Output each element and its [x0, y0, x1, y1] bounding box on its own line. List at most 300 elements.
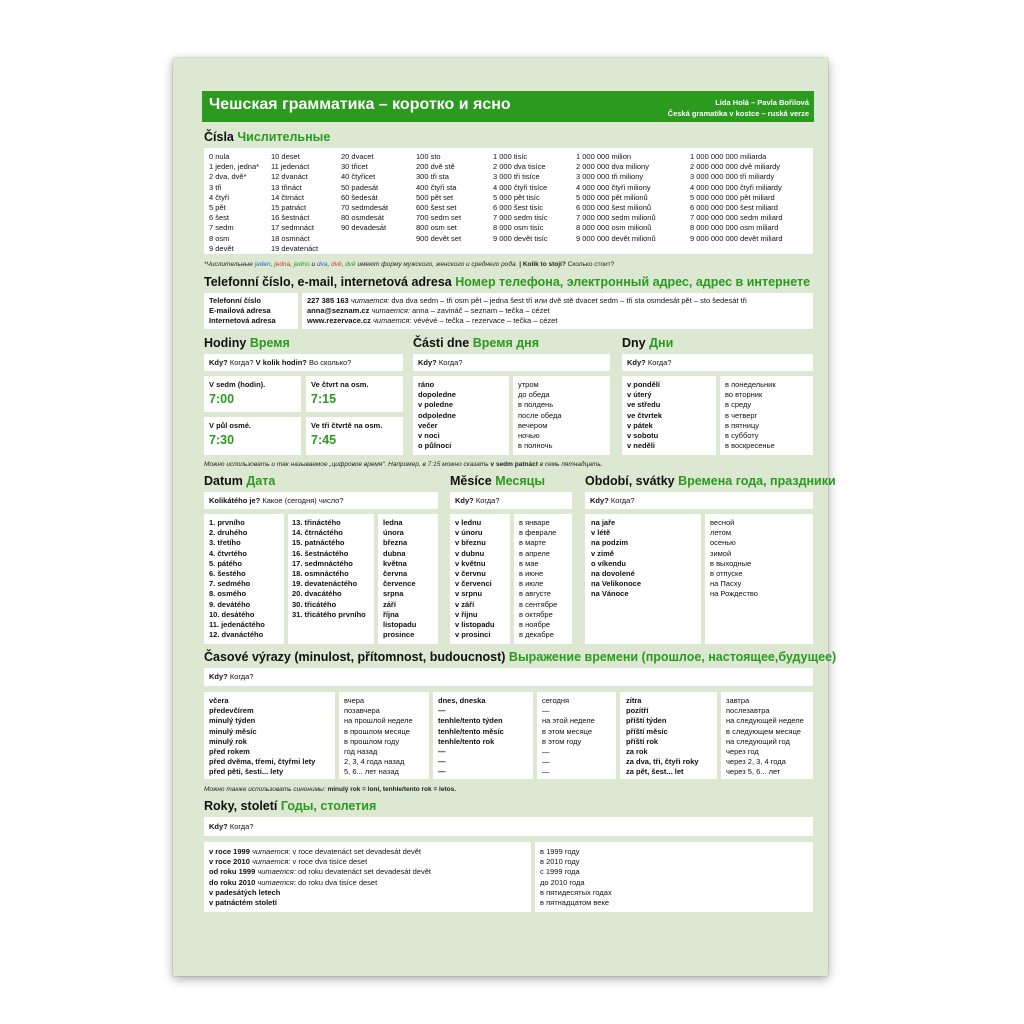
- note-word: dva: [316, 261, 328, 268]
- list-item: ve středu: [627, 400, 661, 410]
- list-item: до обеда: [518, 390, 550, 400]
- months-heading: [450, 474, 545, 488]
- list-item: в прошлом месяце: [344, 726, 410, 736]
- years-ru: [540, 847, 612, 908]
- months-ru: [519, 518, 557, 640]
- list-item: —: [438, 767, 446, 777]
- list-item: 3 000 000 tři miliony: [576, 172, 644, 182]
- list-item: сегодня: [542, 696, 570, 705]
- years-title-ru: Годы, столетия: [280, 799, 377, 813]
- list-item: в сентябре: [519, 599, 558, 609]
- list-item: března: [383, 538, 408, 548]
- list-item: v létě: [591, 528, 611, 538]
- list-item: в ноябре: [519, 620, 551, 630]
- past-ru: [344, 696, 413, 778]
- list-item: завтра: [726, 696, 750, 705]
- note-example: minulý rok = loni, tenhle/tento rok = letos.: [327, 786, 457, 793]
- numbers-col: [576, 152, 656, 244]
- numbers-col: [493, 152, 548, 244]
- list-item: 900 devět set: [416, 233, 462, 243]
- list-item: 1 000 000 milion: [576, 152, 632, 161]
- list-item: odpoledne: [418, 410, 456, 420]
- years-question: [204, 817, 813, 836]
- list-item: 7 000 sedm tisíc: [493, 213, 548, 223]
- numbers-heading: [204, 130, 330, 144]
- dates-col1-box: [204, 514, 284, 644]
- q-ru: Когда?: [647, 358, 672, 367]
- note-text: и: [311, 261, 316, 268]
- list-item: 800 osm set: [416, 223, 457, 233]
- list-item: o půlnoci: [418, 441, 452, 451]
- list-item: 8. osmého: [209, 589, 247, 599]
- days-heading: [622, 336, 673, 350]
- list-item: příští měsíc: [626, 726, 668, 736]
- note-text: в семь пятнадцать.: [539, 461, 603, 468]
- list-item: příští rok: [626, 736, 659, 746]
- list-item: ráno: [418, 380, 435, 389]
- list-item: через 5, 6... лет: [726, 767, 781, 777]
- question-text: [590, 496, 635, 505]
- list-item: 600 šest set: [416, 203, 457, 213]
- list-item: 5, 6... лет назад: [344, 767, 399, 777]
- list-item: в полночь: [518, 441, 553, 451]
- dates-question: [204, 492, 438, 509]
- list-item: утром: [518, 380, 539, 389]
- list-item: —: [542, 706, 550, 716]
- authors-block: [668, 97, 809, 119]
- list-item: v pátek: [627, 420, 653, 430]
- months-cz-box: [450, 514, 510, 644]
- list-item: 0 nula: [209, 152, 230, 161]
- list-item: 3 000 tři tisíce: [493, 172, 540, 182]
- row-value: 227 385 163: [307, 296, 349, 305]
- authors: Lída Holá – Pavla Bořilová: [715, 98, 809, 107]
- list-item: Internetová adresa: [209, 316, 276, 326]
- row-text: v roce devatenáct set devadesát devět: [292, 847, 421, 856]
- seasons-cz: [591, 518, 641, 600]
- list-item: в четверг: [725, 410, 758, 420]
- months-title-ru: Месяцы: [495, 474, 545, 488]
- dates-title-ru: Дата: [246, 474, 276, 488]
- days-cz-box: [622, 376, 716, 455]
- list-item: v říjnu: [455, 609, 478, 619]
- list-item: 13. třináctého: [292, 518, 341, 527]
- q-ru: Когда?: [229, 822, 254, 831]
- list-item: 60 šedesát: [341, 192, 378, 202]
- list-item: dubna: [383, 548, 406, 558]
- days-title-cz: Dny: [622, 336, 646, 350]
- q-cz: Kdy?: [209, 672, 228, 681]
- future-cz-box: [620, 692, 717, 779]
- dayparts-cz: [418, 380, 456, 451]
- note-text: *Числительные: [204, 261, 253, 268]
- list-item: 31. třicátého prvního: [292, 609, 366, 619]
- list-item: 14 čtrnáct: [271, 192, 304, 202]
- note-text: имеют форму мужского, женского и среднего рода.: [357, 261, 518, 268]
- row-text: od roku devatenáct set devadesát devět: [297, 867, 431, 877]
- q-cz: Kdy?: [209, 822, 228, 831]
- list-item: 4 čtyři: [209, 192, 230, 202]
- time-cell: [204, 376, 301, 412]
- page-title: Чешская грамматика – коротко и ясно: [209, 96, 511, 113]
- list-item: 8 osm: [209, 233, 230, 243]
- list-item: —: [438, 706, 446, 716]
- list-item: 2. druhého: [209, 528, 248, 538]
- list-item: 6 000 000 000 šest miliard: [690, 203, 778, 213]
- list-item: v zimě: [591, 548, 614, 558]
- list-item: 7. sedmého: [209, 579, 251, 589]
- years-rows: [209, 847, 431, 908]
- list-item: вчера: [344, 696, 365, 705]
- list-item: 40 čtyřicet: [341, 172, 376, 182]
- list-item: на Пасху: [710, 579, 742, 589]
- present-cz: [438, 696, 504, 778]
- numbers-col: [341, 152, 388, 234]
- year-phrase: do roku 2010: [209, 877, 256, 887]
- list-item: 1 000 000 000 miliarda: [690, 152, 767, 161]
- timeexpr-heading: [204, 650, 836, 664]
- time-cell: [306, 417, 403, 455]
- numbers-col: [209, 152, 259, 254]
- list-item: 1 jeden, jedna*: [209, 162, 260, 172]
- hours-note: [204, 461, 603, 468]
- list-item: února: [383, 528, 404, 538]
- time-value: 7:00: [209, 392, 235, 406]
- list-item: na podzim: [591, 538, 629, 548]
- list-item: minulý rok: [209, 736, 247, 746]
- days-question: [622, 354, 813, 371]
- past-cz: [209, 696, 315, 778]
- dates-heading: [204, 474, 275, 488]
- list-item: —: [438, 757, 446, 767]
- grammar-sheet: [173, 58, 837, 976]
- q-ru: Когда?: [229, 358, 254, 367]
- list-item: 4 000 000 000 čtyři miliardy: [690, 182, 782, 192]
- list-item: září: [383, 599, 396, 609]
- list-item: 3 000 000 000 tři miliardy: [690, 172, 775, 182]
- list-item: в среду: [725, 400, 752, 410]
- list-item: в прошлом году: [344, 736, 400, 746]
- list-item: večer: [418, 420, 438, 430]
- past-ru-box: [339, 692, 429, 779]
- list-item: 400 čtyři sta: [416, 182, 457, 192]
- list-item: во вторник: [725, 390, 763, 400]
- list-item: 12. dvanáctého: [209, 630, 264, 640]
- seasons-title-ru: Времена года, праздники: [678, 474, 836, 488]
- list-item: 2 000 000 000 dvě miliardy: [690, 162, 781, 172]
- days-title-ru: Дни: [649, 336, 674, 350]
- list-item: 7 sedm: [209, 223, 234, 233]
- list-item: tenhle/tento rok: [438, 736, 495, 746]
- note-word: dvě: [331, 261, 342, 268]
- list-item: после обеда: [518, 410, 562, 420]
- list-item: год назад: [344, 747, 378, 757]
- row-reads: читается:: [257, 877, 296, 887]
- list-item: в пятидесятых годах: [540, 887, 612, 897]
- list-item: před dvěma, třemi, čtyřmi lety: [209, 757, 316, 767]
- seasons-ru: [710, 518, 758, 600]
- list-item: 200 dvě stě: [416, 162, 455, 172]
- list-item: в субботу: [725, 431, 759, 441]
- list-item: 7 000 000 sedm milionů: [576, 213, 656, 223]
- seasons-cz-box: [585, 514, 701, 644]
- list-item: —: [542, 757, 550, 767]
- year-phrase: v patnáctém století: [209, 898, 277, 908]
- list-item: srpna: [383, 589, 404, 599]
- hours-question: [204, 354, 403, 371]
- list-item: в этом году: [542, 736, 582, 746]
- row-value: www.rezervace.cz: [307, 316, 371, 326]
- list-item: května: [383, 558, 407, 568]
- list-item: za rok: [626, 747, 648, 757]
- seasons-question: [585, 492, 813, 509]
- list-item: на этой неделе: [542, 716, 595, 726]
- list-item: 10 deset: [271, 152, 300, 161]
- list-item: v červnu: [455, 569, 486, 579]
- list-item: tenhle/tento týden: [438, 716, 503, 726]
- time-label: Ve čtvrt na osm.: [311, 380, 369, 389]
- phone-values-box: [302, 293, 813, 329]
- note-word: dvě: [345, 261, 356, 268]
- list-item: 1 000 tisíc: [493, 152, 528, 161]
- note-example: v sedm patnáct: [490, 461, 538, 468]
- list-item: 9 000 000 000 devět miliard: [690, 233, 783, 243]
- future-ru-box: [721, 692, 813, 779]
- dayparts-cz-box: [413, 376, 509, 455]
- list-item: pozítří: [626, 706, 649, 716]
- future-cz: [626, 696, 699, 778]
- list-item: na dovolené: [591, 569, 635, 579]
- list-item: 2 000 000 dva miliony: [576, 162, 649, 172]
- past-cz-box: [204, 692, 335, 779]
- list-item: 13 třináct: [271, 182, 302, 192]
- list-item: v noci: [418, 431, 440, 441]
- list-item: dnes, dneska: [438, 696, 486, 705]
- list-item: 9 000 000 devět milionů: [576, 233, 656, 243]
- title-banner: [202, 91, 814, 122]
- days-ru: [725, 380, 776, 451]
- note-text: Можно использовать и так называемое „цифровое время“. Например, в 7:15 можно сказать: [204, 461, 489, 468]
- numbers-col: [271, 152, 318, 254]
- list-item: через 2, 3, 4 года: [726, 757, 786, 767]
- months-title-cz: Měsíce: [450, 474, 492, 488]
- list-item: 18. osmnáctého: [292, 569, 349, 579]
- hours-heading: [204, 336, 290, 350]
- note-text: Можно также использовать синонимы:: [204, 786, 326, 793]
- dayparts-question: [413, 354, 610, 371]
- row-reads: читается:: [373, 316, 412, 326]
- list-item: в этом месяце: [542, 726, 593, 736]
- list-item: v pondělí: [627, 380, 660, 389]
- list-item: na Vánoce: [591, 589, 629, 599]
- list-item: v listopadu: [455, 620, 495, 630]
- list-item: 15 patnáct: [271, 203, 307, 213]
- list-item: с 1999 года: [540, 867, 580, 877]
- time-value: 7:30: [209, 433, 235, 447]
- list-item: 2 000 dva tisíce: [493, 162, 546, 172]
- list-item: 100 sto: [416, 152, 441, 161]
- row-reads: читается:: [350, 296, 390, 305]
- list-item: 9. devátého: [209, 599, 251, 609]
- dayparts-heading: [413, 336, 539, 350]
- list-item: na jaře: [591, 518, 616, 527]
- list-item: 12 dvanáct: [271, 172, 308, 182]
- list-item: 30 třicet: [341, 162, 368, 172]
- list-item: 7 000 000 000 sedm miliard: [690, 213, 783, 223]
- time-label: V půl osmé.: [209, 421, 252, 430]
- list-item: на следующей неделе: [726, 716, 804, 726]
- list-item: послезавтра: [726, 706, 770, 716]
- list-item: v sobotu: [627, 431, 659, 441]
- list-item: v únoru: [455, 528, 483, 538]
- q-cz: Kdy?: [209, 358, 228, 367]
- year-phrase: v roce 2010: [209, 857, 250, 867]
- list-item: в пятницу: [725, 420, 760, 430]
- list-item: 4. čtvrtého: [209, 548, 247, 558]
- list-item: v neděli: [627, 441, 655, 451]
- list-item: в июле: [519, 579, 544, 589]
- list-item: —: [438, 747, 446, 757]
- list-item: za dva, tři, čtyři roky: [626, 757, 699, 767]
- list-item: позавчера: [344, 706, 380, 716]
- list-item: tenhle/tento měsíc: [438, 726, 504, 736]
- time-label: V sedm (hodin).: [209, 380, 266, 389]
- list-item: na Velikonoce: [591, 579, 642, 589]
- dayparts-title-cz: Části dne: [413, 336, 470, 350]
- dayparts-ru-box: [513, 376, 610, 455]
- list-item: o víkendu: [591, 558, 627, 568]
- list-item: 3 tři: [209, 182, 222, 192]
- list-item: 300 tři sta: [416, 172, 449, 182]
- list-item: 11 jedenáct: [271, 162, 310, 172]
- list-item: осенью: [710, 538, 736, 548]
- present-cz-box: [433, 692, 533, 779]
- question-text: [455, 496, 500, 505]
- days-ru-box: [720, 376, 813, 455]
- numbers-title-cz: Čísla: [204, 130, 234, 144]
- question-text: [209, 822, 254, 831]
- q-cz: Kolikátého je?: [209, 496, 261, 505]
- present-ru-box: [537, 692, 616, 779]
- list-item: E-mailová adresa: [209, 306, 271, 316]
- list-item: 19 devatenáct: [271, 243, 319, 253]
- list-item: před rokem: [209, 747, 250, 757]
- dayparts-ru: [518, 380, 562, 451]
- list-item: v prosinci: [455, 630, 491, 640]
- list-item: 5 000 000 pět milionů: [576, 192, 648, 202]
- list-item: v lednu: [455, 518, 482, 527]
- list-item: 16 šestnáct: [271, 213, 310, 223]
- list-item: 80 osmdesát: [341, 213, 384, 223]
- seasons-title-cz: Období, svátky: [585, 474, 675, 488]
- list-item: ночью: [518, 431, 540, 441]
- numbers-title-ru: Числительные: [237, 130, 331, 144]
- list-item: 3. třetího: [209, 538, 241, 548]
- list-item: —: [542, 747, 550, 757]
- list-item: včera: [209, 696, 229, 705]
- list-item: вечером: [518, 420, 548, 430]
- list-item: в выходные: [710, 558, 752, 568]
- list-item: в полдень: [518, 400, 554, 410]
- note-word: jedno: [293, 261, 310, 268]
- list-item: 70 sedmdesát: [341, 203, 389, 213]
- phone-labels: [209, 296, 276, 327]
- phone-heading: [204, 275, 810, 289]
- dates-col3: [383, 518, 416, 640]
- list-item: 5 pět: [209, 203, 226, 213]
- list-item: před pěti, šesti... lety: [209, 767, 284, 777]
- time-value: 7:45: [311, 433, 337, 447]
- year-row: [209, 898, 431, 908]
- list-item: зимой: [710, 548, 732, 558]
- year-phrase: v padesátých letech: [209, 887, 281, 897]
- list-item: 9 000 devět tisíc: [493, 233, 548, 243]
- year-row: [209, 847, 431, 857]
- list-item: 5 000 000 000 pět miliard: [690, 192, 775, 202]
- list-item: 18 osmnáct: [271, 233, 310, 243]
- time-cell: [306, 376, 403, 412]
- year-phrase: od roku 1999: [209, 867, 256, 877]
- q-cz: V kolik hodin?: [255, 358, 307, 367]
- timeexpr-note: [204, 786, 456, 793]
- seasons-ru-box: [705, 514, 813, 644]
- q-ru: Во сколько?: [308, 358, 352, 367]
- months-ru-box: [514, 514, 572, 644]
- list-item: до 2010 года: [540, 877, 585, 887]
- list-item: 8 000 000 osm milionů: [576, 223, 652, 233]
- list-item: на прошлой неделе: [344, 716, 413, 726]
- list-item: zítra: [626, 696, 642, 705]
- timeexpr-question: [204, 668, 813, 686]
- list-item: в январе: [519, 518, 550, 527]
- row-reads: читается:: [371, 306, 410, 316]
- q-ru: Когда?: [229, 672, 254, 681]
- list-item: в воскресенье: [725, 441, 775, 451]
- note-ask-ru: Сколько стоит?: [567, 261, 615, 268]
- timeexpr-title-cz: Časové výrazy (minulost, přítomnost, budoucnost): [204, 650, 506, 664]
- list-item: listopadu: [383, 620, 417, 630]
- note-word: jedna: [274, 261, 291, 268]
- list-item: 50 padesát: [341, 182, 379, 192]
- list-item: в октябре: [519, 609, 553, 619]
- q-cz: Kdy?: [627, 358, 646, 367]
- list-item: července: [383, 579, 416, 589]
- days-cz: [627, 380, 662, 451]
- list-item: prosince: [383, 630, 415, 640]
- list-item: v poledne: [418, 400, 454, 410]
- dates-col3-box: [378, 514, 438, 644]
- list-item: в апреле: [519, 548, 550, 558]
- question-text: [627, 358, 672, 367]
- list-item: Telefonní číslo: [209, 296, 261, 305]
- note-ask-cz: | Kolik to stojí?: [519, 261, 566, 268]
- list-item: 2 dva, dvě*: [209, 172, 247, 182]
- numbers-col: [690, 152, 783, 244]
- subtitle: Česká gramatika v kostce – ruská verze: [667, 109, 809, 118]
- list-item: в следующем месяце: [726, 726, 801, 736]
- list-item: в феврале: [519, 528, 557, 538]
- list-item: 17 sedmnáct: [271, 223, 314, 233]
- list-item: 5 000 pět tisíc: [493, 192, 540, 202]
- timeexpr-title-ru: Выражение времени (прошлое, настоящее,будущее): [508, 650, 837, 664]
- numbers-note: *Числительные jeden, jedna, jedno и dva, dvě, dvě имеют форму мужского, женского и среднего рода. | Kolik to stojí? Сколько стоит?: [204, 261, 615, 268]
- list-item: 8 000 000 000 osm miliard: [690, 223, 779, 233]
- dates-col2-box: [288, 514, 374, 644]
- row-text: do roku dva tisíce deset: [297, 877, 378, 887]
- list-item: v úterý: [627, 390, 652, 400]
- list-item: v dubnu: [455, 548, 485, 558]
- list-item: 500 pět set: [416, 192, 454, 202]
